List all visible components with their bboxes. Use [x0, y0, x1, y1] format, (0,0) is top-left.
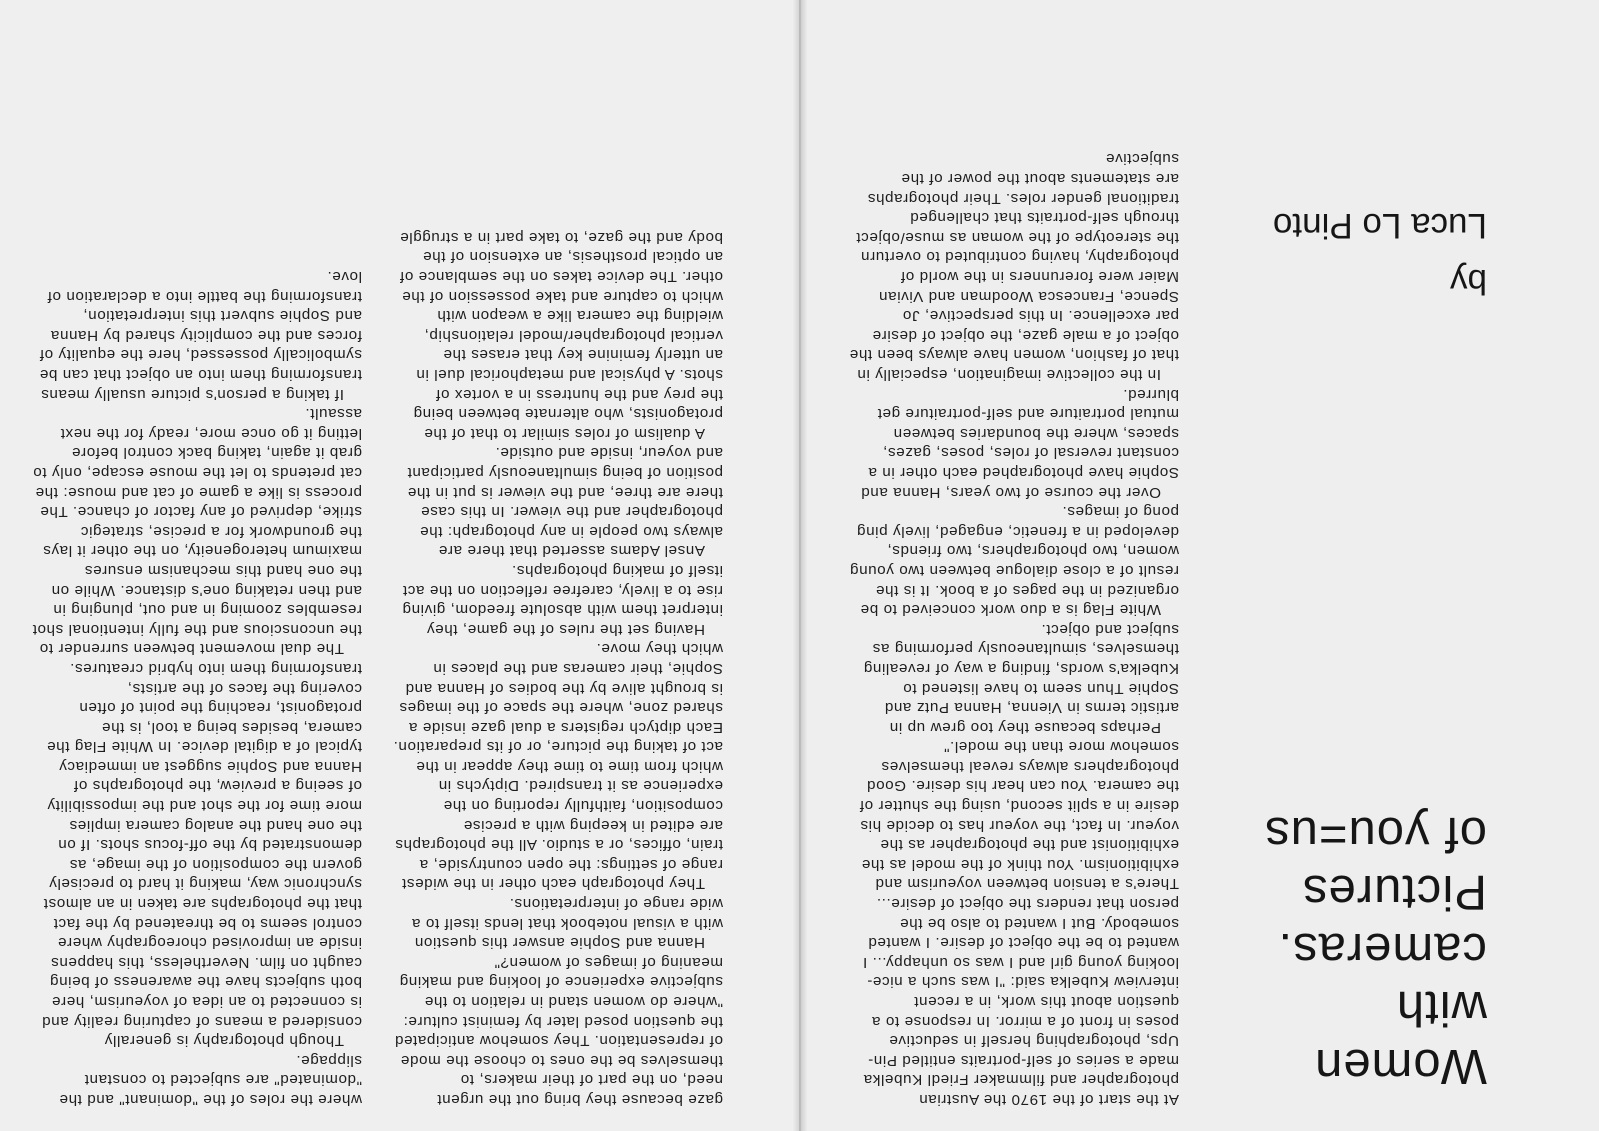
- right-page: [800, 0, 1599, 1131]
- paragraph: Over the course of two years, Hanna and Sophie have photographed each other in a constant reversal of roles, poses, gazes, spaces, where the boundaries between mutual portraiture and self-portraiture get blurred.: [860, 385, 1179, 501]
- author-byline: [1273, 197, 1487, 309]
- title-line: cameras.: [1277, 923, 1487, 977]
- book-gutter: [792, 0, 808, 1131]
- title-line: with: [1395, 981, 1487, 1035]
- paragraph: In the collective imagination, especially in that of fashion, women have always been the object of a male gaze, the object of desire par excellence. In this perspective, Jo Spence, Francesca Woodman and Vivian Maier were forerunners in the world of photography, having contributed to overturn the stereotype of the woman as muse/object through self-portraits that challenged traditional gender roles. Their photographs are statements about the power of the subjective: [849, 150, 1179, 384]
- paragraph: Though photography is generally considered a means of capturing reality and is connected to an idea of voyeurism, here both subjects have the awareness of being caught on film. Nevertheless, this happens inside an improvised choreography where control seems to be threatened by the fact that the photographs are taken in an almost synchronic way, making it hard to precisely govern the composition of the image, as demonstrated by the off-focus shots. If on the one hand the analog camera implies more time for the shot and the impossibility of seeing a preview, the photographs of Hanna and Sophie suggest an immediacy typical of a digital device. In White Flag the camera, besides being a tool, is the protagonist, reaching the point of often covering the faces of the artists, transforming them into hybrid creatures.: [41, 659, 362, 1050]
- text-column-left-page-2: [32, 266, 362, 1109]
- text-column-left-page-1: [393, 227, 723, 1109]
- paragraph: If taking a person's picture usually means transforming them into an object that can be symbolically possessed, here the equality of forces and the complicity shared by Hanna and Sophie subvert this interpretation, transforming the battle into a declaration of love.: [39, 268, 362, 403]
- paragraph: where the roles of the "dominant" and the "dominated" are subjected to constant slippage.: [58, 1051, 362, 1108]
- paragraph: A dualism of roles similar to that of the protagonists, who alternate between being the prey and the huntress in a vortex of shots. A physical and metaphorical duel in an utterly feminine key that erases the vertical photographer/model relationship, wielding the camera like a weapon with which to capture and take possession of the other. The device takes on the semblance of an optical prosthesis, an extension of the body and the gaze, to take part in a struggle: [399, 228, 723, 442]
- paragraph: Having set the rules of the game, they interpret them with absolute freedom, giving rise to a lively, carefree reflection on the act itself of making photographs.: [401, 561, 723, 638]
- paragraph: They photograph each other in the widest range of settings: the open countryside, a train, offices, or a studio. All the photographs are edited in keeping with a precise composition, faithfully reporting on the experience as it transpired. Diptychs in which from time to time they appear in the act of taking the picture, or of its preparation. Each diptych registers a dual gaze inside a shared zone, where the space of the images is brought alive by the bodies of Hanna and Sophie, their cameras and the places in which they move.: [393, 640, 723, 893]
- paragraph: gaze because they bring out the urgent need, on the part of their makers, to themselves be the ones to choose the mode of representation. They somehow anticipated the question posed later by feminist culture: "where do women stand in relation to the subjective experience of looking and making meaning of images of women?": [394, 953, 723, 1108]
- text-column-right-page: [849, 149, 1179, 1109]
- title-line: Women: [1314, 1039, 1487, 1093]
- title-line: Pictures: [1301, 865, 1487, 919]
- paragraph: White Flag is a duo work conceived to be organized in the pages of a book. It is the result of a close dialogue between two young women, two photographers, two friends, developed in a frenetic, engaged, lively ping pong of images.: [849, 503, 1179, 619]
- paragraph: Ansel Adams asserted that there are always two people in any photograph: the photographer and the viewer. In this case there are three, and the viewer is put in the position of being simultaneously participant and voyeur, inside and outside.: [407, 444, 723, 560]
- title-line: of you=us: [1264, 807, 1487, 861]
- paragraph: Hanna and Sophie answer this question with a visual notebook that lends itself to a wide range of interpretations.: [411, 895, 723, 952]
- paragraph: Perhaps because they too grew up in artistic terms in Vienna, Hanna Putz and Sophie Thun seem to have listened to Kubelka's words, finding a way of revealing themselves, simultaneously performing as subject and object.: [863, 620, 1179, 736]
- paragraph: At the start of the 1970 the Austrian photographer and filmmaker Friedl Kubelka made a series of self-portraits entitled Pin-Ups, photographing herself in seductive poses in front of a mirror. In response to a question about this work, in a recent interview Kubelka said: "I was such a nice-looking young girl and I was so unhappy... I wanted to be the object of desire. I wanted somebody. But I wanted to also be the person that renders the object of desire... There's a tension between voyeurism and exhibitionism. You think of the model as the exhibitionist and the photographer as the voyeur. In fact, the voyeur has to decide his desire in a split second, using the shutter of the camera. You can hear his desire. Good photographers always reveal themselves somehow more than the model.": [859, 738, 1179, 1108]
- paragraph: The dual movement between surrender to the unconscious and the fully intentional shot resembles zooming in and out, plunging in and then retaking one's distance. While on the one hand this mechanism ensures maximum heterogeneity, on the other it lays the groundwork for a precise, strategic strike, deprived of any factor of chance. The process is like a game of cat and mouse: the cat pretends to let the mouse escape, only to grab it again, taking back control before letting it go once more, ready for the next assault.: [32, 405, 362, 658]
- author-name: Luca Lo Pinto: [1272, 206, 1487, 245]
- byline-prefix: by: [1450, 262, 1487, 301]
